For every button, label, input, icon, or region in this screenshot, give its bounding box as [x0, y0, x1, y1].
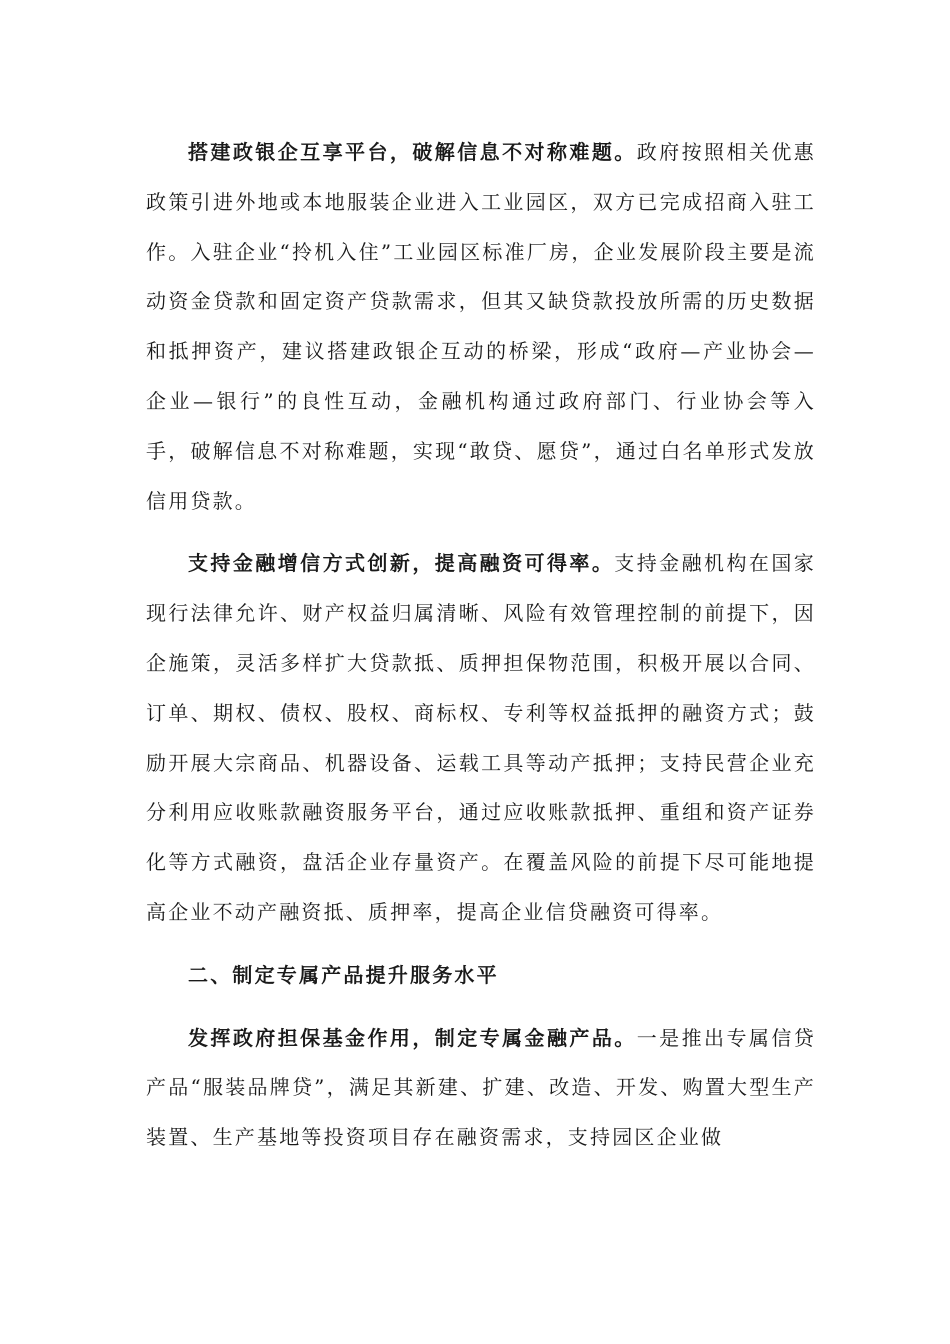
section-heading: 二、制定专属产品提升服务水平 — [188, 962, 499, 987]
paragraph-spacer — [146, 938, 816, 951]
paragraph-text: 支持金融机构在国家现行法律允许、财产权益归属清晰、风险有效管理控制的前提下，因企施策，灵活多样扩大贷款抵、质押担保物范围，积极开展以合同、订单、期权、债权、股权、商标权、专利等权益抵押的融资方式；鼓励开展大宗商品、机器设备、运载工具等动产抵押；支持民营企业充分利用应收账款融资服务平台，通过应收账款抵押、重组和资产证券化等方式融资，盘活企业存量资产。在覆盖风险的前提下尽可能地提高企业不动产融资抵、质押率，提高企业信贷融资可得率。 — [146, 551, 816, 924]
document-body — [146, 128, 816, 1163]
paragraph-lead: 支持金融增信方式创新，提高融资可得率。 — [188, 551, 615, 576]
paragraph-credit-innovation — [146, 539, 816, 937]
paragraph-lead: 搭建政银企互享平台，破解信息不对称难题。 — [188, 140, 637, 164]
paragraph-text: 政府按照相关优惠政策引进外地或本地服装企业进入工业园区，双方已完成招商入驻工作。入驻企业“拎机入住”工业园区标准厂房，企业发展阶段主要是流动资金贷款和固定资产贷款需求，但其又缺贷款投放所需的历史数据和抵押资产，建议搭建政银企互动的桥梁，形成“政府—产业协会—企业—银行”的良性互动，金融机构通过政府部门、行业协会等入手，破解信息不对称难题，实现“敢贷、愿贷”，通过白名单形式发放信用贷款。 — [146, 140, 816, 513]
paragraph-guarantee-fund — [146, 1014, 816, 1163]
paragraph-spacer — [146, 1001, 816, 1014]
paragraph-spacer — [146, 526, 816, 539]
paragraph-lead: 发挥政府担保基金作用，制定专属金融产品。 — [188, 1025, 637, 1050]
paragraph-text: 一是推出专属信贷产品“服装品牌贷”，满足其新建、扩建、改造、开发、购置大型生产装置、生产基地等投资项目存在融资需求，支持园区企业做 — [146, 1025, 816, 1150]
paragraph-platform — [146, 128, 816, 526]
